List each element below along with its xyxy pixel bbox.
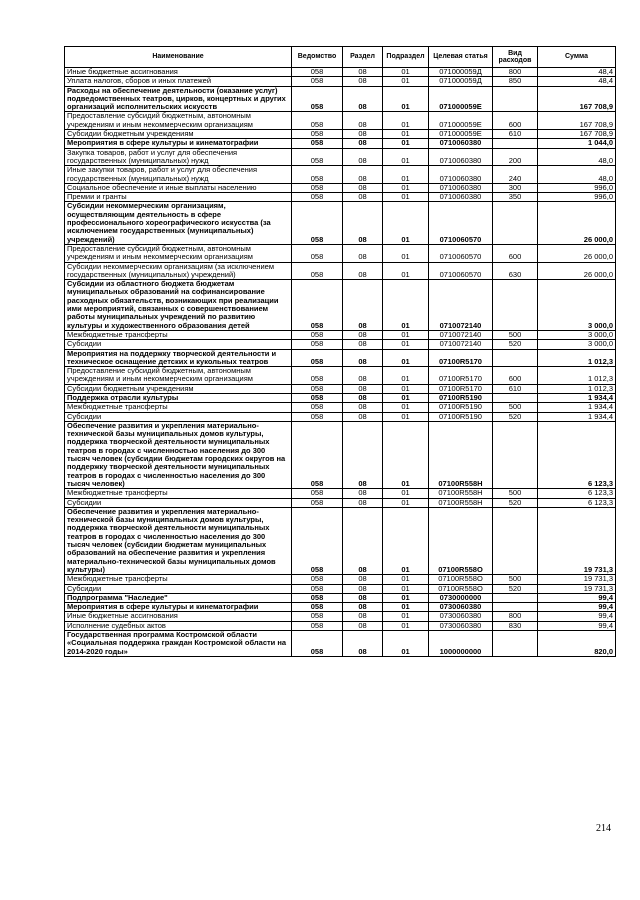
row-amount: 1 934,4 [538, 393, 616, 402]
table-row [65, 193, 616, 202]
row-target-article: 071000059Е [429, 130, 493, 139]
row-target-article: 0710060380 [429, 148, 493, 166]
row-subsection: 01 [383, 193, 429, 202]
row-department: 058 [292, 262, 343, 280]
table-row [65, 403, 616, 412]
row-name: Субсидии некоммерческим организациям (за исключением государственных (муниципальных) учреждений) [65, 262, 292, 280]
row-department: 058 [292, 202, 343, 244]
row-department: 058 [292, 593, 343, 602]
table-row [65, 575, 616, 584]
row-subsection: 01 [383, 412, 429, 421]
row-name: Субсидии бюджетным учреждениям [65, 130, 292, 139]
row-expense-type: 520 [493, 340, 538, 349]
row-section: 08 [343, 148, 383, 166]
row-name: Субсидии из областного бюджета бюджетам муниципальных образований на софинансирование расходных обязательств, возникающих при реализации ими мероприятий, связанных с совершенствованием работы муниципальных учреждений по развитию культуры и художественного образования детей [65, 280, 292, 331]
row-subsection: 01 [383, 393, 429, 402]
row-amount: 48,0 [538, 148, 616, 166]
table-row [65, 330, 616, 339]
row-section: 08 [343, 603, 383, 612]
row-subsection: 01 [383, 202, 429, 244]
row-section: 08 [343, 393, 383, 402]
row-expense-type: 600 [493, 112, 538, 130]
table-row [65, 584, 616, 593]
page-number: 214 [596, 823, 611, 834]
row-amount: 19 731,3 [538, 507, 616, 574]
header-expense-type: Вид расходов [493, 47, 538, 68]
row-expense-type: 610 [493, 130, 538, 139]
row-section: 08 [343, 262, 383, 280]
row-expense-type [493, 86, 538, 112]
row-department: 058 [292, 244, 343, 262]
row-section: 08 [343, 575, 383, 584]
row-department: 058 [292, 403, 343, 412]
table-row [65, 340, 616, 349]
row-amount: 1 012,3 [538, 349, 616, 367]
row-subsection: 01 [383, 244, 429, 262]
row-expense-type: 800 [493, 612, 538, 621]
row-amount: 48,4 [538, 77, 616, 86]
row-amount: 3 000,0 [538, 330, 616, 339]
row-expense-type: 520 [493, 412, 538, 421]
table-row [65, 130, 616, 139]
row-section: 08 [343, 202, 383, 244]
row-subsection: 01 [383, 384, 429, 393]
row-target-article: 07100R558Н [429, 421, 493, 488]
row-name: Подпрограмма "Наследие" [65, 593, 292, 602]
row-expense-type: 830 [493, 621, 538, 630]
row-target-article: 0710060570 [429, 244, 493, 262]
row-target-article: 07100R558Н [429, 498, 493, 507]
row-amount: 1 934,4 [538, 412, 616, 421]
row-subsection: 01 [383, 507, 429, 574]
row-section: 08 [343, 421, 383, 488]
row-amount: 996,0 [538, 193, 616, 202]
row-amount: 99,4 [538, 603, 616, 612]
row-subsection: 01 [383, 130, 429, 139]
row-target-article: 0710060380 [429, 183, 493, 192]
row-department: 058 [292, 603, 343, 612]
row-section: 08 [343, 489, 383, 498]
table-row [65, 262, 616, 280]
row-name: Субсидии [65, 412, 292, 421]
table-row [65, 86, 616, 112]
table-row [65, 148, 616, 166]
row-subsection: 01 [383, 349, 429, 367]
row-amount: 167 708,9 [538, 112, 616, 130]
row-target-article: 0710072140 [429, 330, 493, 339]
table-row [65, 593, 616, 602]
row-name: Премии и гранты [65, 193, 292, 202]
table-row [65, 412, 616, 421]
table-row [65, 421, 616, 488]
row-name: Субсидии бюджетным учреждениям [65, 384, 292, 393]
row-name: Межбюджетные трансферты [65, 575, 292, 584]
row-subsection: 01 [383, 148, 429, 166]
row-expense-type [493, 593, 538, 602]
row-subsection: 01 [383, 498, 429, 507]
row-name: Социальное обеспечение и иные выплаты населению [65, 183, 292, 192]
row-department: 058 [292, 193, 343, 202]
row-department: 058 [292, 68, 343, 77]
row-subsection: 01 [383, 489, 429, 498]
table-row [65, 489, 616, 498]
row-name: Уплата налогов, сборов и иных платежей [65, 77, 292, 86]
row-section: 08 [343, 584, 383, 593]
row-target-article: 071000059Е [429, 86, 493, 112]
row-subsection: 01 [383, 403, 429, 412]
row-amount: 820,0 [538, 631, 616, 657]
row-expense-type [493, 507, 538, 574]
table-row [65, 349, 616, 367]
row-section: 08 [343, 77, 383, 86]
row-amount: 1 044,0 [538, 139, 616, 148]
row-department: 058 [292, 340, 343, 349]
row-section: 08 [343, 631, 383, 657]
row-target-article: 07100R558Н [429, 489, 493, 498]
budget-table [64, 46, 616, 657]
row-expense-type [493, 393, 538, 402]
row-department: 058 [292, 621, 343, 630]
row-name: Иные бюджетные ассигнования [65, 68, 292, 77]
row-section: 08 [343, 244, 383, 262]
row-department: 058 [292, 507, 343, 574]
row-amount: 3 000,0 [538, 340, 616, 349]
row-name: Поддержка отрасли культуры [65, 393, 292, 402]
row-target-article: 0730060380 [429, 603, 493, 612]
row-expense-type: 630 [493, 262, 538, 280]
row-expense-type: 600 [493, 244, 538, 262]
row-amount: 26 000,0 [538, 202, 616, 244]
row-target-article: 07100R558О [429, 507, 493, 574]
row-department: 058 [292, 384, 343, 393]
header-section: Раздел [343, 47, 383, 68]
header-amount: Сумма [538, 47, 616, 68]
row-expense-type: 350 [493, 193, 538, 202]
row-target-article: 071000059Е [429, 112, 493, 130]
row-name: Иные бюджетные ассигнования [65, 612, 292, 621]
row-subsection: 01 [383, 631, 429, 657]
row-department: 058 [292, 575, 343, 584]
table-body [65, 68, 616, 657]
row-amount: 48,0 [538, 166, 616, 184]
table-row [65, 112, 616, 130]
row-subsection: 01 [383, 262, 429, 280]
row-amount: 99,4 [538, 621, 616, 630]
row-subsection: 01 [383, 166, 429, 184]
row-department: 058 [292, 139, 343, 148]
row-target-article: 0710060380 [429, 166, 493, 184]
row-department: 058 [292, 421, 343, 488]
row-subsection: 01 [383, 584, 429, 593]
row-amount: 48,4 [538, 68, 616, 77]
row-subsection: 01 [383, 77, 429, 86]
row-expense-type [493, 603, 538, 612]
row-target-article: 0730060380 [429, 621, 493, 630]
row-expense-type: 850 [493, 77, 538, 86]
row-amount: 6 123,3 [538, 489, 616, 498]
row-section: 08 [343, 498, 383, 507]
row-name: Субсидии [65, 340, 292, 349]
row-section: 08 [343, 367, 383, 385]
row-subsection: 01 [383, 330, 429, 339]
row-name: Мероприятия в сфере культуры и кинематографии [65, 139, 292, 148]
row-section: 08 [343, 593, 383, 602]
row-expense-type: 200 [493, 148, 538, 166]
row-expense-type: 500 [493, 575, 538, 584]
row-amount: 1 012,3 [538, 367, 616, 385]
row-department: 058 [292, 412, 343, 421]
row-subsection: 01 [383, 421, 429, 488]
row-section: 08 [343, 130, 383, 139]
row-name: Предоставление субсидий бюджетным, автономным учреждениям и иным некоммерческим организациям [65, 367, 292, 385]
row-subsection: 01 [383, 112, 429, 130]
table-row [65, 621, 616, 630]
row-department: 058 [292, 166, 343, 184]
row-expense-type: 500 [493, 489, 538, 498]
row-expense-type: 500 [493, 330, 538, 339]
row-department: 058 [292, 130, 343, 139]
row-name: Обеспечение развития и укрепления материально-технической базы муниципальных домов культуры, поддержка творческой деятельности муниципальных театров в городах с численностью населения до 300 тысяч человек (субсидии бюджетам городских округов на поддержку творческой деятельности муниципальных театров в городах с численностью населения до 300 тысяч человек) [65, 421, 292, 488]
row-target-article: 071000059Д [429, 77, 493, 86]
row-amount: 26 000,0 [538, 244, 616, 262]
row-section: 08 [343, 621, 383, 630]
row-section: 08 [343, 403, 383, 412]
row-section: 08 [343, 183, 383, 192]
row-amount: 167 708,9 [538, 86, 616, 112]
row-target-article: 07100R558О [429, 584, 493, 593]
table-header-row [65, 47, 616, 68]
row-department: 058 [292, 280, 343, 331]
row-target-article: 0710072140 [429, 280, 493, 331]
table-row [65, 139, 616, 148]
row-department: 058 [292, 330, 343, 339]
row-department: 058 [292, 631, 343, 657]
row-target-article: 1000000000 [429, 631, 493, 657]
row-expense-type [493, 139, 538, 148]
row-target-article: 07100R5170 [429, 367, 493, 385]
row-amount: 3 000,0 [538, 280, 616, 331]
row-subsection: 01 [383, 340, 429, 349]
row-department: 058 [292, 393, 343, 402]
table-row [65, 631, 616, 657]
row-section: 08 [343, 86, 383, 112]
table-row [65, 77, 616, 86]
table-row [65, 367, 616, 385]
row-department: 058 [292, 112, 343, 130]
table-row [65, 498, 616, 507]
row-name: Межбюджетные трансферты [65, 489, 292, 498]
row-name: Межбюджетные трансферты [65, 403, 292, 412]
row-name: Мероприятия в сфере культуры и кинематографии [65, 603, 292, 612]
header-department: Ведомство [292, 47, 343, 68]
row-expense-type: 240 [493, 166, 538, 184]
row-expense-type [493, 280, 538, 331]
row-target-article: 0730060380 [429, 612, 493, 621]
header-name: Наименование [65, 47, 292, 68]
row-amount: 19 731,3 [538, 584, 616, 593]
row-expense-type [493, 631, 538, 657]
row-department: 058 [292, 77, 343, 86]
row-amount: 99,4 [538, 612, 616, 621]
row-section: 08 [343, 280, 383, 331]
row-expense-type: 300 [493, 183, 538, 192]
table-row [65, 507, 616, 574]
row-name: Субсидии некоммерческим организациям, осуществляющим деятельность в сфере профессионального хореографического искусства (за исключением государственных (муниципальных) учреждений) [65, 202, 292, 244]
row-expense-type [493, 421, 538, 488]
table-row [65, 393, 616, 402]
row-subsection: 01 [383, 183, 429, 192]
row-target-article: 0710060570 [429, 202, 493, 244]
row-expense-type: 600 [493, 367, 538, 385]
row-section: 08 [343, 507, 383, 574]
row-subsection: 01 [383, 139, 429, 148]
row-name: Расходы на обеспечение деятельности (оказание услуг) подведомственных театров, цирков, концертных и других организаций исполнительских искусств [65, 86, 292, 112]
row-department: 058 [292, 498, 343, 507]
row-expense-type: 520 [493, 584, 538, 593]
row-name: Субсидии [65, 584, 292, 593]
table-row [65, 280, 616, 331]
row-amount: 6 123,3 [538, 498, 616, 507]
row-target-article: 0710060380 [429, 193, 493, 202]
table-row [65, 202, 616, 244]
table-row [65, 166, 616, 184]
row-target-article: 07100R5190 [429, 393, 493, 402]
row-section: 08 [343, 139, 383, 148]
row-department: 058 [292, 148, 343, 166]
header-target-article: Целевая статья [429, 47, 493, 68]
row-name: Закупка товаров, работ и услуг для обеспечения государственных (муниципальных) нужд [65, 148, 292, 166]
row-department: 058 [292, 584, 343, 593]
row-section: 08 [343, 412, 383, 421]
row-target-article: 0730000000 [429, 593, 493, 602]
row-subsection: 01 [383, 621, 429, 630]
row-name: Предоставление субсидий бюджетным, автономным учреждениям и иным некоммерческим организациям [65, 244, 292, 262]
table-row [65, 68, 616, 77]
row-subsection: 01 [383, 575, 429, 584]
row-name: Мероприятия на поддержку творческой деятельности и техническое оснащение детских и кукольных театров [65, 349, 292, 367]
row-department: 058 [292, 612, 343, 621]
row-section: 08 [343, 612, 383, 621]
row-target-article: 07100R5190 [429, 412, 493, 421]
row-department: 058 [292, 489, 343, 498]
row-amount: 26 000,0 [538, 262, 616, 280]
row-subsection: 01 [383, 367, 429, 385]
row-name: Обеспечение развития и укрепления материально-технической базы муниципальных домов культуры, поддержка творческой деятельности муниципальных театров в городах с численностью населения до 300 тысяч человек (субсидии бюджетам муниципальных образований на обеспечение развития и укрепления материально-технической базы муниципальных домов культуры) [65, 507, 292, 574]
row-subsection: 01 [383, 603, 429, 612]
row-name: Государственная программа Костромской области «Социальная поддержка граждан Костромской области на 2014-2020 годы» [65, 631, 292, 657]
row-target-article: 071000059Д [429, 68, 493, 77]
row-section: 08 [343, 166, 383, 184]
row-section: 08 [343, 68, 383, 77]
row-section: 08 [343, 384, 383, 393]
row-department: 058 [292, 349, 343, 367]
row-subsection: 01 [383, 280, 429, 331]
row-target-article: 07100R558О [429, 575, 493, 584]
row-target-article: 07100R5170 [429, 349, 493, 367]
row-section: 08 [343, 330, 383, 339]
row-name: Межбюджетные трансферты [65, 330, 292, 339]
header-subsection: Подраздел [383, 47, 429, 68]
row-expense-type: 520 [493, 498, 538, 507]
row-expense-type: 800 [493, 68, 538, 77]
row-name: Субсидии [65, 498, 292, 507]
row-amount: 167 708,9 [538, 130, 616, 139]
row-expense-type [493, 349, 538, 367]
row-department: 058 [292, 183, 343, 192]
row-department: 058 [292, 367, 343, 385]
row-subsection: 01 [383, 86, 429, 112]
row-expense-type: 500 [493, 403, 538, 412]
row-expense-type: 610 [493, 384, 538, 393]
row-amount: 1 012,3 [538, 384, 616, 393]
row-amount: 996,0 [538, 183, 616, 192]
row-amount: 99,4 [538, 593, 616, 602]
row-target-article: 0710060380 [429, 139, 493, 148]
row-subsection: 01 [383, 68, 429, 77]
row-target-article: 07100R5190 [429, 403, 493, 412]
row-name: Предоставление субсидий бюджетным, автономным учреждениям и иным некоммерческим организациям [65, 112, 292, 130]
table-row [65, 384, 616, 393]
row-subsection: 01 [383, 612, 429, 621]
table-row [65, 603, 616, 612]
row-amount: 19 731,3 [538, 575, 616, 584]
row-department: 058 [292, 86, 343, 112]
table-row [65, 612, 616, 621]
row-name: Исполнение судебных актов [65, 621, 292, 630]
row-amount: 6 123,3 [538, 421, 616, 488]
row-section: 08 [343, 193, 383, 202]
table-row [65, 183, 616, 192]
row-amount: 1 934,4 [538, 403, 616, 412]
row-target-article: 07100R5170 [429, 384, 493, 393]
table-row [65, 244, 616, 262]
row-section: 08 [343, 340, 383, 349]
row-target-article: 0710072140 [429, 340, 493, 349]
row-subsection: 01 [383, 593, 429, 602]
row-target-article: 0710060570 [429, 262, 493, 280]
row-section: 08 [343, 349, 383, 367]
row-expense-type [493, 202, 538, 244]
row-section: 08 [343, 112, 383, 130]
row-name: Иные закупки товаров, работ и услуг для обеспечения государственных (муниципальных) нужд [65, 166, 292, 184]
